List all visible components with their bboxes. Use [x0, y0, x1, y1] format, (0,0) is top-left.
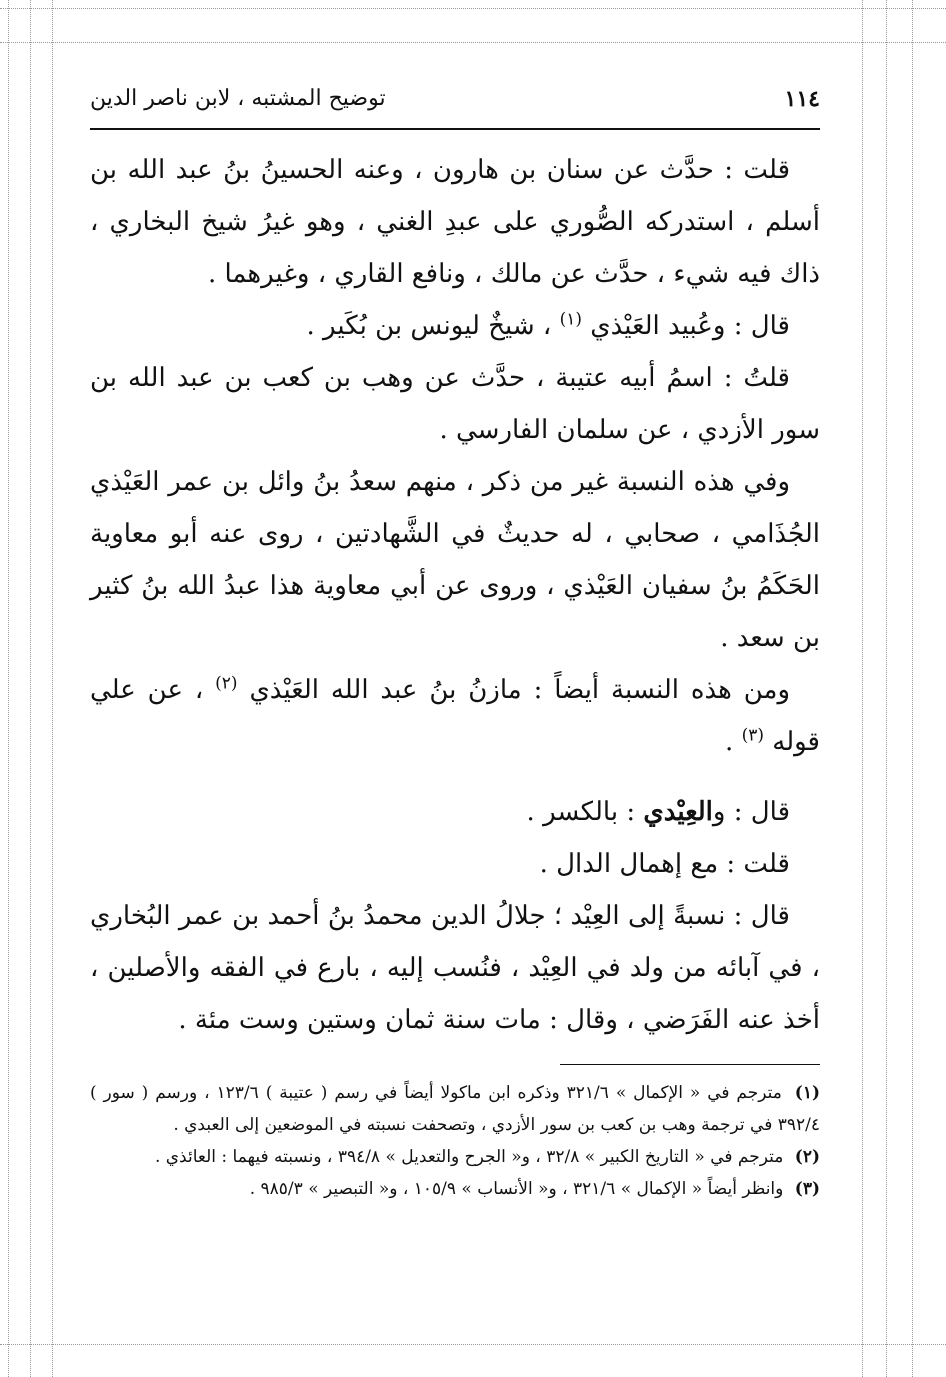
footnote-text: مترجم في « التاريخ الكبير » ٣٢/٨ ، و« الجرح والتعديل » ٣٩٤/٨ ، ونسبته فيهما : العائذي .: [154, 1147, 784, 1167]
footnote-reference: (٢): [215, 673, 238, 694]
scan-guide-line: [0, 1344, 946, 1345]
footnote-text: وانظر أيضاً « الإكمال » ٣٢١/٦ ، و« الأنساب » ١٠٥/٩ ، و« التبصير » ٩٨٥/٣ .: [249, 1179, 784, 1199]
page-number: ١١٤: [784, 86, 820, 112]
scan-guide-line: [8, 0, 9, 1377]
book-page: [90, 80, 820, 1205]
footnotes: [90, 1077, 820, 1205]
footnote: [90, 1173, 820, 1205]
footnote: [90, 1077, 820, 1141]
scan-guide-line: [912, 0, 913, 1377]
footnote-number: (٢): [794, 1147, 820, 1167]
paragraph-text: قال : وعُبيد العَيْذي: [590, 311, 790, 341]
paragraph: قلت : حدَّث عن سنان بن هارون ، وعنه الحسينُ بنُ عبد الله بن أسلم ، استدركه الصُّوري على عبدِ الغني ، وهو غيرُ شيخ البخاري ، ذاك فيه شيء ، حدَّث عن مالك ، ونافع القاري ، وغيرهما .: [90, 155, 820, 289]
running-header: [90, 80, 820, 130]
scan-guide-line: [862, 0, 863, 1377]
scan-guide-line: [52, 0, 53, 1377]
book-title: توضيح المشتبه ، لابن ناصر الدين: [90, 86, 386, 111]
paragraph-text: .: [725, 727, 734, 757]
paragraph-text: قال : و: [712, 797, 790, 827]
paragraph: قلت : مع إهمال الدال .: [539, 849, 790, 879]
footnote-reference: (٣): [741, 725, 764, 746]
footnote: [90, 1141, 820, 1173]
paragraph-text: ومن هذه النسبة أيضاً : مازنُ بنُ عبد الله العَيْذي: [249, 675, 791, 705]
scan-guide-line: [0, 42, 946, 43]
footnote-separator: [560, 1064, 820, 1065]
footnote-number: (١): [794, 1083, 821, 1103]
footnote-number: (٣): [794, 1179, 820, 1199]
main-text: [90, 144, 820, 1046]
paragraph: [90, 664, 820, 768]
scan-guide-line: [886, 0, 887, 1377]
paragraph-text: ، شيخٌ ليونس بن بُكَير .: [306, 311, 552, 341]
headword: العِيْدي: [643, 797, 713, 827]
paragraph: وفي هذه النسبة غير من ذكر ، منهم سعدُ بنُ وائل بن عمر العَيْذي الجُذَامي ، صحابي ، له حديثٌ في الشَّهادتين ، روى عنه أبو معاوية الحَكَمُ بنُ سفيان العَيْذي ، وروى عن أبي معاوية هذا عبدُ الله بنُ كثير بن سعد .: [90, 467, 820, 653]
paragraph: [90, 786, 820, 838]
paragraph: [90, 300, 820, 352]
footnote-reference: (١): [559, 309, 582, 330]
paragraph: قال : نسبةً إلى العِيْد ؛ جلالُ الدين محمدُ بنُ أحمد بن عمر البُخاري ، في آبائه من ولد في العِيْد ، فنُسب إليه ، بارع في الفقه والأصلين ، أخذ عنه الفَرَضي ، وقال : مات سنة ثمان وستين وست مئة .: [90, 901, 820, 1035]
scan-guide-line: [0, 8, 946, 9]
paragraph: قلتُ : اسمُ أبيه عتيبة ، حدَّث عن وهب بن كعب بن عبد الله بن سور الأزدي ، عن سلمان الفارسي .: [90, 363, 820, 445]
scan-guide-line: [30, 0, 31, 1377]
paragraph-text: ، عن علي قوله: [90, 675, 820, 757]
paragraph-text: : بالكسر .: [526, 797, 636, 827]
footnote-text: مترجم في « الإكمال » ٣٢١/٦ وذكره ابن ماكولا أيضاً في رسم ( عتيبة ) ١٢٣/٦ ، ورسم ( سور ) ٣٩٢/٤ في ترجمة وهب بن كعب بن سور الأزدي ، وتصحفت نسبته في الموضعين إلى العبدي .: [90, 1083, 820, 1135]
